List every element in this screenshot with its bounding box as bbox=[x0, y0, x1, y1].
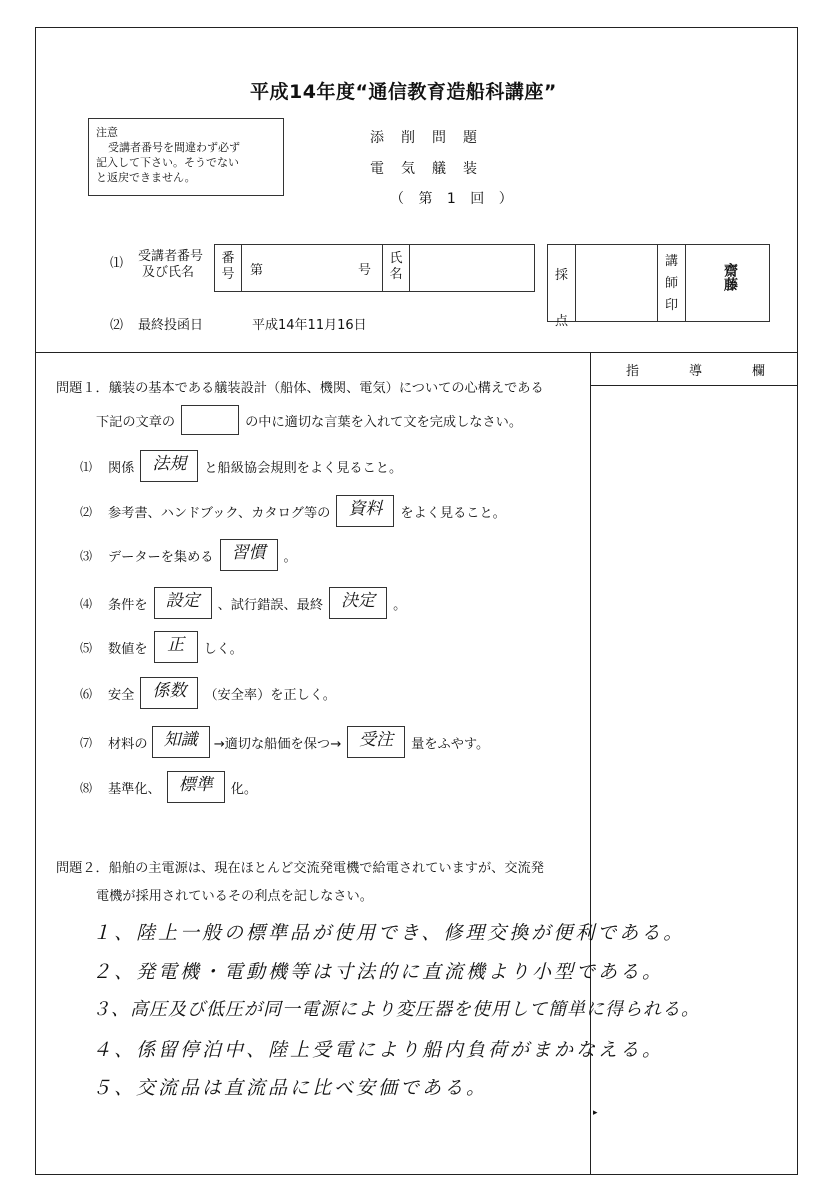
q1-item bbox=[80, 587, 406, 619]
q2-prompt-line1: 問題２．船舶の主電源は、現在ほとんど交流発電機で給電されていますが、交流発 bbox=[56, 861, 544, 876]
exercise-title: 添削問題 bbox=[370, 130, 494, 146]
q1-item bbox=[80, 450, 402, 482]
item-text: データーを集める bbox=[108, 549, 214, 565]
q1-item bbox=[80, 495, 506, 527]
item-number: ⑵ bbox=[80, 504, 93, 519]
bango-cell bbox=[215, 245, 242, 291]
q1-item bbox=[80, 631, 243, 663]
item-text: 安全 bbox=[108, 687, 135, 703]
item-text: （安全率）を正しく。 bbox=[204, 687, 336, 703]
item-number: ⑸ bbox=[80, 640, 93, 655]
registration-label-line: 及び氏名 bbox=[142, 265, 195, 280]
guidance-header-char: 欄 bbox=[751, 364, 765, 379]
q2-answer-line: ４、係留停泊中、陸上受電により船内負荷がまかなえる。 bbox=[92, 1039, 665, 1061]
item-text: →適切な船価を保つ→ bbox=[213, 736, 342, 752]
item-text: 。 bbox=[283, 549, 297, 565]
item-text: 化。 bbox=[230, 781, 258, 797]
notice-box bbox=[88, 118, 284, 196]
item-number: ⑴ bbox=[80, 459, 93, 474]
answer-box[interactable]: 法規 bbox=[140, 450, 198, 482]
item-text: 参考書、ハンドブック、カタログ等の bbox=[108, 505, 331, 521]
registration-table bbox=[214, 244, 535, 292]
score-field[interactable] bbox=[576, 245, 658, 321]
notice-line: と返戻できません。 bbox=[96, 171, 196, 184]
answer-box[interactable]: 標準 bbox=[167, 771, 225, 803]
item-text: しく。 bbox=[203, 641, 243, 657]
koushi-cell bbox=[658, 245, 686, 321]
notice-heading: 注意 bbox=[96, 126, 118, 139]
item-text: をよく見ること。 bbox=[400, 505, 506, 521]
item-number: ⑷ bbox=[80, 596, 93, 611]
item-text: 、試行錯誤、最終 bbox=[217, 597, 324, 613]
instructor-seal: 齋藤 bbox=[722, 263, 738, 291]
deadline-value: 平成14年11月16日 bbox=[252, 318, 367, 333]
notice-line: 記入して下さい。そうでない bbox=[96, 156, 239, 169]
registration-label-line: 受講者番号 bbox=[138, 249, 204, 264]
item-number: ⑹ bbox=[80, 686, 93, 701]
q1-item bbox=[80, 771, 257, 803]
q1-item bbox=[80, 726, 489, 758]
answer-box[interactable]: 習慣 bbox=[220, 539, 278, 571]
q2-answer-line: １、陸上一般の標準品が使用でき、修理交換が便利である。 bbox=[92, 922, 686, 944]
section-divider bbox=[35, 352, 798, 353]
koushi-in-label: 講師印 bbox=[665, 254, 679, 313]
answer-box[interactable]: 受注 bbox=[347, 726, 405, 758]
example-blank-box bbox=[181, 405, 239, 435]
q1-item bbox=[80, 539, 297, 571]
answer-box[interactable]: 係数 bbox=[140, 677, 198, 709]
registration-label bbox=[138, 249, 203, 281]
answer-box[interactable]: 知識 bbox=[152, 726, 210, 758]
seal-cell bbox=[686, 245, 769, 321]
bango-label: 番号 bbox=[221, 251, 235, 282]
q1-item bbox=[80, 677, 336, 709]
answer-box[interactable]: 資料 bbox=[336, 495, 394, 527]
item-text: 数値を bbox=[108, 641, 148, 657]
notice-line: 受講者番号を間違わず必ず bbox=[108, 141, 240, 154]
answer-box[interactable]: 設定 bbox=[154, 587, 212, 619]
item-text: 条件を bbox=[108, 597, 148, 613]
deadline-label: 最終投函日 bbox=[138, 318, 204, 333]
item-text: 材料の bbox=[108, 736, 148, 752]
item-text: 関係 bbox=[108, 460, 135, 476]
item-number: ⑴ bbox=[110, 256, 124, 271]
saiten-label: 採点 bbox=[555, 268, 569, 329]
guidance-header-char: 導 bbox=[688, 364, 702, 379]
guidance-header-divider bbox=[590, 385, 798, 386]
grading-table bbox=[547, 244, 770, 329]
answer-box[interactable]: 決定 bbox=[329, 587, 387, 619]
item-number: ⑺ bbox=[80, 735, 93, 750]
q2-prompt-line2: 電機が採用されているその利点を記しなさい。 bbox=[96, 889, 373, 904]
q2-answer-line: ５、交流品は直流品に比べ安価である。 bbox=[92, 1077, 489, 1099]
name-field[interactable] bbox=[410, 245, 534, 291]
dai-label: 第 bbox=[250, 263, 264, 278]
guidance-header bbox=[590, 360, 798, 379]
q1-prompt-line1: 問題１．艤装の基本である艤装設計（船体、機関、電気）についての心構えである bbox=[56, 381, 544, 396]
item-text: 基準化、 bbox=[108, 781, 161, 797]
stamp-mark: ▸ bbox=[593, 1108, 598, 1118]
item-text: と船級協会規則をよく見ること。 bbox=[204, 460, 403, 476]
student-number-field[interactable] bbox=[242, 245, 383, 291]
deadline-number: ⑵ bbox=[110, 318, 124, 333]
saiten-cell bbox=[548, 245, 576, 329]
item-text: 。 bbox=[393, 597, 407, 613]
answer-box[interactable]: 正 bbox=[154, 631, 198, 663]
item-number: ⑶ bbox=[80, 548, 93, 563]
go-label: 号 bbox=[358, 263, 372, 278]
subject-title: 電気艤装 bbox=[370, 161, 494, 177]
q1-prompt-line2 bbox=[96, 405, 522, 435]
q1-prompt-part: の中に適切な言葉を入れて文を完成しなさい。 bbox=[245, 414, 523, 430]
q2-answer-line: ３、高圧及び低圧が同一電源により変圧器を使用して簡単に得られる。 bbox=[92, 999, 700, 1020]
shimei-cell bbox=[383, 245, 410, 291]
guidance-header-char: 指 bbox=[626, 364, 640, 379]
round-number: （ 第 1 回 ） bbox=[390, 191, 518, 207]
q1-prompt-part: 下記の文章の bbox=[96, 414, 176, 430]
q2-answer-line: ２、発電機・電動機等は寸法的に直流機より小型である。 bbox=[92, 961, 665, 983]
page-title: 平成14年度“通信教育造船科講座” bbox=[250, 81, 557, 103]
item-number: ⑻ bbox=[80, 780, 93, 795]
shimei-label: 氏名 bbox=[389, 251, 403, 282]
item-text: 量をふやす。 bbox=[411, 736, 490, 752]
